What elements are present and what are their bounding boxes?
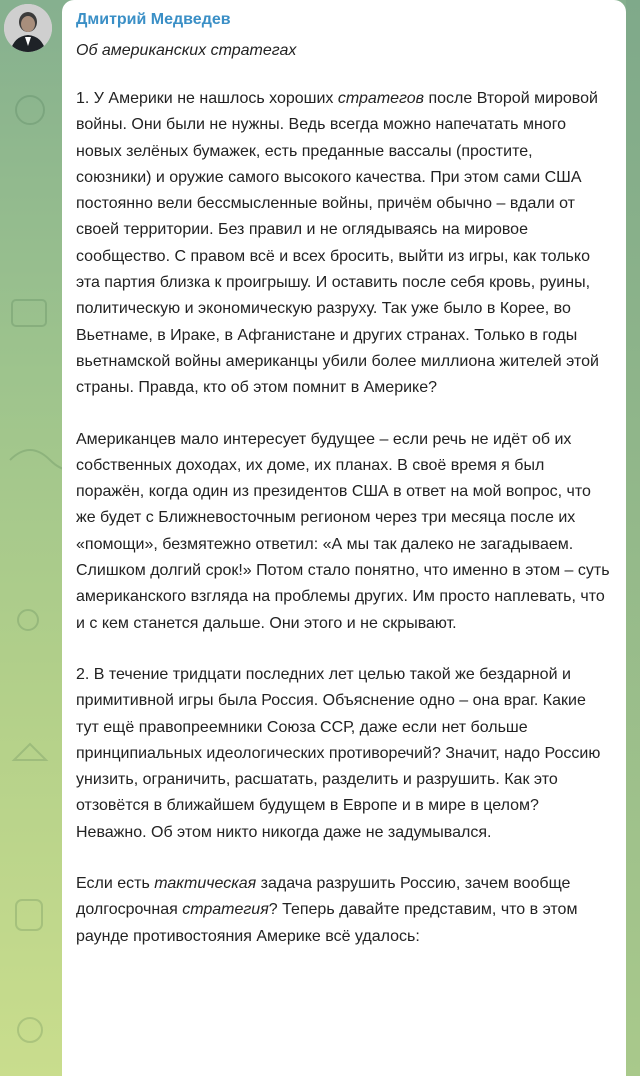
text-run: Американцев мало интересует будущее – если речь не идёт об их собственных доходах, их доме, их планах. В своё время я был поражён, когда один из президентов США в ответ на мой вопрос, что же будет с Ближневосточным регионом через три месяца после их «помощи», безмятежно ответил: «А мы так далеко не загадываем. Слишком долгий срок!» Потом стало понятно, что именно в этом – суть американского взгляда на проблемы других. Им просто наплевать, что и с кем станется дальше. Они этого и не скрывают.: [76, 430, 610, 632]
post-title: Об американских стратегах: [76, 42, 297, 59]
text-run: Если есть: [76, 875, 155, 893]
message-paragraph-p3: [76, 662, 612, 846]
message-bubble: [62, 0, 626, 1076]
message-paragraph-p2: [76, 427, 612, 637]
text-run: 1. У Америки не нашлось хороших: [76, 90, 338, 107]
italic-term: стратегия: [182, 901, 269, 919]
text-run: ? Теперь давайте представим, что в этом раунде противостояния Америке всё удалось:: [76, 901, 578, 945]
avatar-portrait-icon: [4, 4, 52, 52]
sender-name[interactable]: Дмитрий Медведев: [76, 11, 231, 28]
text-run: после Второй мировой войны. Они были не нужны. Ведь всегда можно напечатать много новых зелёных бумажек, есть преданные вассалы (простите, союзники) и оружие самого высокого качества. При этом сами США постоянно вели бессмысленные войны, причём обычно – вдали от своей территории. Без правил и не оглядываясь на мировое сообщество. С правом всё и всех бросить, выйти из игры, как только эта партия близка к проигрышу. И оставить после себя кровь, руины, политическую и экономическую разруху. Так уже было в Корее, во Вьетнаме, в Ираке, в Афганистане и других странах. Только в годы вьетнамской войны американцы убили более миллиона жителей этой страны. Правда, кто об этом помнит в Америке?: [76, 90, 599, 397]
italic-term: тактическая: [154, 875, 257, 893]
right-background-edge: [626, 0, 640, 1076]
message-paragraph-p1: [76, 86, 612, 402]
message-paragraph-p4: [76, 871, 612, 950]
message-body: [76, 86, 612, 950]
text-run: задача разрушить Россию, зачем вообще долгосрочная: [76, 875, 571, 919]
channel-avatar[interactable]: [4, 4, 52, 52]
italic-term: стратегов: [337, 90, 425, 107]
text-run: 2. В течение тридцати последних лет целью такой же бездарной и примитивной игры была Россия. Объяснение одно – она враг. Какие тут ещё правопреемники Союза ССР, даже если нет больше принципиальных идеологических противоречий? Значит, надо Россию унизить, ограничить, расшатать, разделить и разрушить. Как это отзовётся в ближайшем будущем в Европе и в мире в целом? Неважно. Об этом никто никогда даже не задумывался.: [76, 665, 601, 841]
